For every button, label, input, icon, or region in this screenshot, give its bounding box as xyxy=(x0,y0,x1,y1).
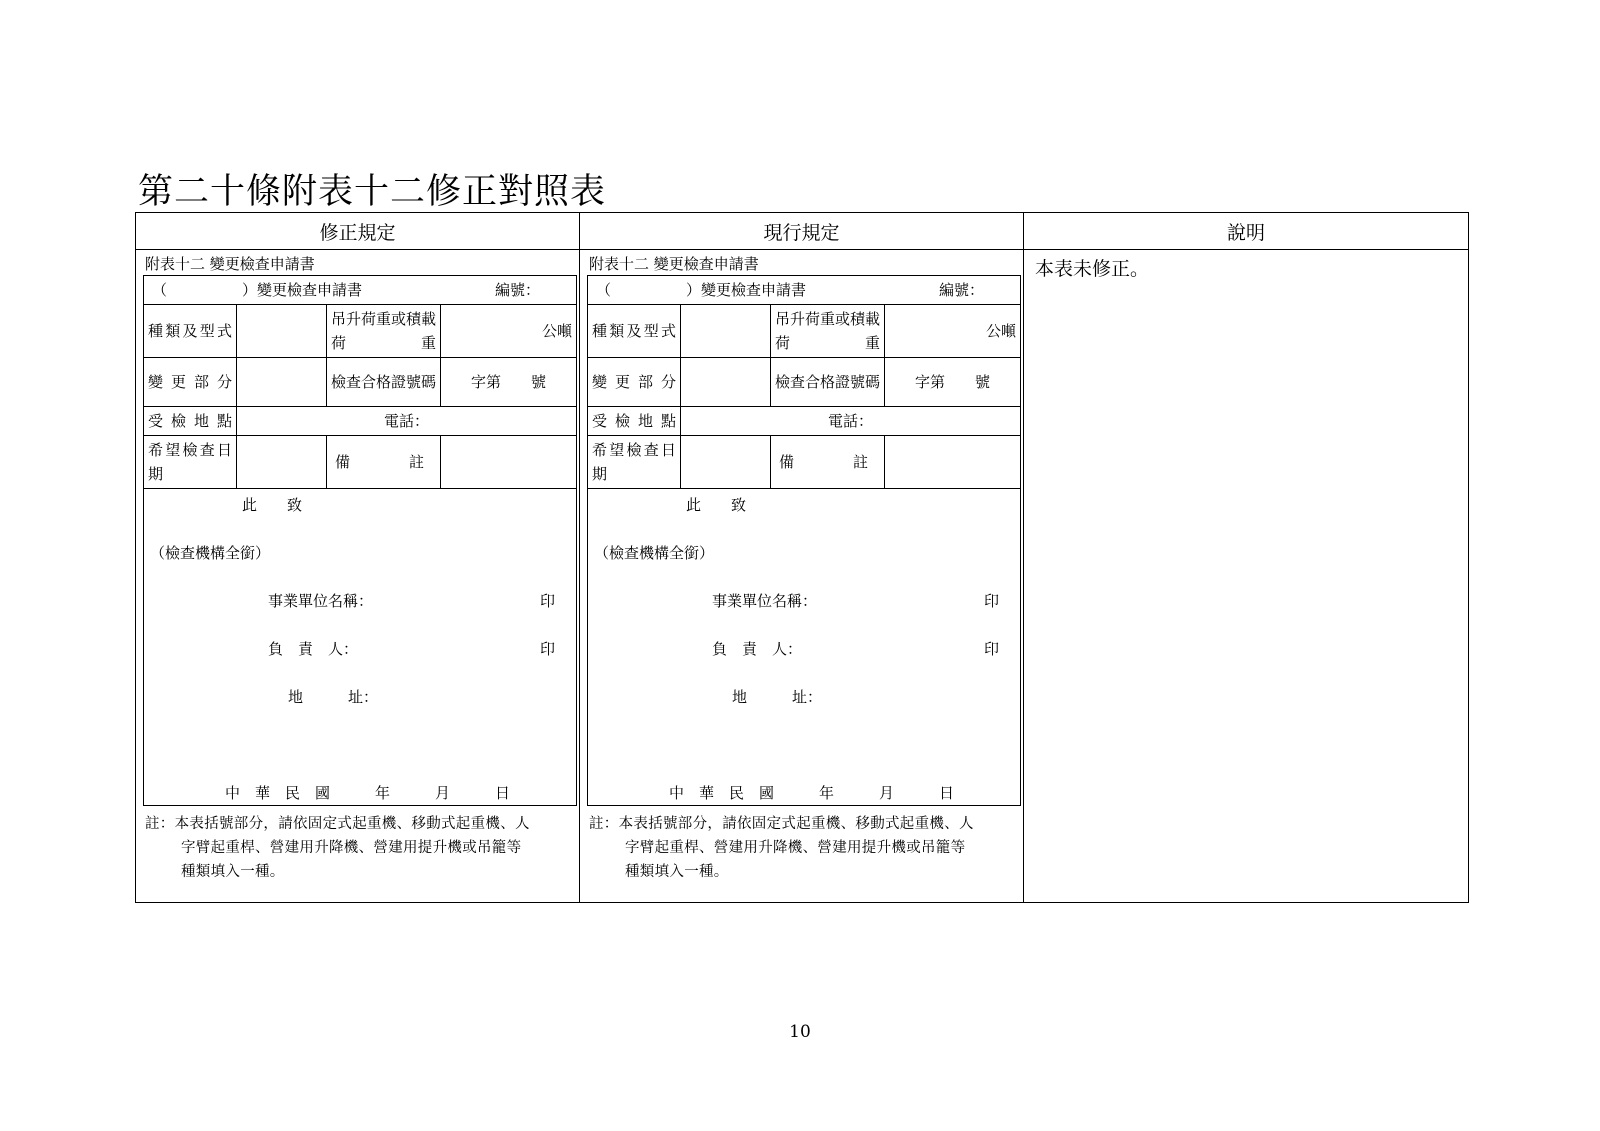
note-line-1: 註：本表括號部分，請依固定式起重機、移動式起重機、人 xyxy=(145,816,530,832)
address-label: 地 址： xyxy=(732,688,823,706)
header-explanation: 說明 xyxy=(1024,213,1469,250)
cert-no-value: 字第 號 xyxy=(441,358,577,407)
load-label: 吊升荷重或積載荷重 xyxy=(771,305,885,358)
remarks-value xyxy=(441,436,577,489)
agency-name: （檢查機構全銜） xyxy=(594,544,715,562)
type-value xyxy=(681,305,771,358)
load-label: 吊升荷重或積載荷重 xyxy=(327,305,441,358)
remarks-label: 備註 xyxy=(327,436,441,489)
cert-no-label: 檢查合格證號碼 xyxy=(771,358,885,407)
note-line-1: 註：本表括號部分，請依固定式起重機、移動式起重機、人 xyxy=(589,816,974,832)
remarks-label: 備註 xyxy=(771,436,885,489)
header-revised: 修正規定 xyxy=(136,213,580,250)
person-in-charge-label: 負 責 人： xyxy=(712,640,803,658)
note-line-3: 種類填入一種。 xyxy=(181,864,285,880)
form-title: （ ）變更檢查申請書 xyxy=(152,281,363,299)
explanation-text: 本表未修正。 xyxy=(1035,258,1150,280)
application-form xyxy=(587,275,1021,806)
form-body xyxy=(144,489,577,806)
location-label: 受檢地點 xyxy=(144,407,237,436)
change-part-label: 變更部分 xyxy=(144,358,237,407)
salutation: 此 致 xyxy=(242,496,303,514)
seal-person: 印 xyxy=(540,640,556,658)
location-label: 受檢地點 xyxy=(588,407,681,436)
phone-label: 電話： xyxy=(681,407,1021,436)
seal-business: 印 xyxy=(984,592,1000,610)
seal-business: 印 xyxy=(540,592,556,610)
appendix-label: 附表十二 變更檢查申請書 xyxy=(145,255,315,273)
page-title: 第二十條附表十二修正對照表 xyxy=(138,172,607,212)
current-cell xyxy=(580,250,1024,903)
header-current: 現行規定 xyxy=(580,213,1024,250)
cert-no-label: 檢查合格證號碼 xyxy=(327,358,441,407)
address-label: 地 址： xyxy=(288,688,379,706)
business-name-label: 事業單位名稱： xyxy=(712,592,818,610)
remarks-value xyxy=(885,436,1021,489)
change-part-value xyxy=(237,358,327,407)
note-line-2: 字臂起重桿、營建用升降機、營建用提升機或吊籠等 xyxy=(181,840,522,856)
page-number: 10 xyxy=(789,1022,811,1042)
form-title: （ ）變更檢查申請書 xyxy=(596,281,807,299)
explanation-cell xyxy=(1024,250,1469,903)
load-unit: 公噸 xyxy=(441,305,577,358)
roc-date-line: 中 華 民 國 年 月 日 xyxy=(225,784,511,802)
form-number-label: 編號： xyxy=(939,281,985,299)
form-note xyxy=(145,812,578,884)
form-title-row xyxy=(588,276,1021,305)
seal-person: 印 xyxy=(984,640,1000,658)
business-name-label: 事業單位名稱： xyxy=(268,592,374,610)
type-label: 種類及型式 xyxy=(144,305,237,358)
date-label: 希望檢查日期 xyxy=(588,436,681,489)
form-note xyxy=(589,812,1022,884)
note-line-3: 種類填入一種。 xyxy=(625,864,729,880)
date-value xyxy=(237,436,327,489)
type-value xyxy=(237,305,327,358)
load-unit: 公噸 xyxy=(885,305,1021,358)
note-line-2: 字臂起重桿、營建用升降機、營建用提升機或吊籠等 xyxy=(625,840,966,856)
change-part-value xyxy=(681,358,771,407)
type-label: 種類及型式 xyxy=(588,305,681,358)
form-title-row xyxy=(144,276,577,305)
roc-date-line: 中 華 民 國 年 月 日 xyxy=(669,784,955,802)
application-form xyxy=(143,275,577,806)
form-body xyxy=(588,489,1021,806)
cert-no-value: 字第 號 xyxy=(885,358,1021,407)
date-value xyxy=(681,436,771,489)
phone-label: 電話： xyxy=(237,407,577,436)
agency-name: （檢查機構全銜） xyxy=(150,544,271,562)
revised-cell xyxy=(136,250,580,903)
appendix-label: 附表十二 變更檢查申請書 xyxy=(589,255,759,273)
form-number-label: 編號： xyxy=(495,281,541,299)
comparison-table xyxy=(135,212,1469,903)
person-in-charge-label: 負 責 人： xyxy=(268,640,359,658)
change-part-label: 變更部分 xyxy=(588,358,681,407)
salutation: 此 致 xyxy=(686,496,747,514)
date-label: 希望檢查日期 xyxy=(144,436,237,489)
